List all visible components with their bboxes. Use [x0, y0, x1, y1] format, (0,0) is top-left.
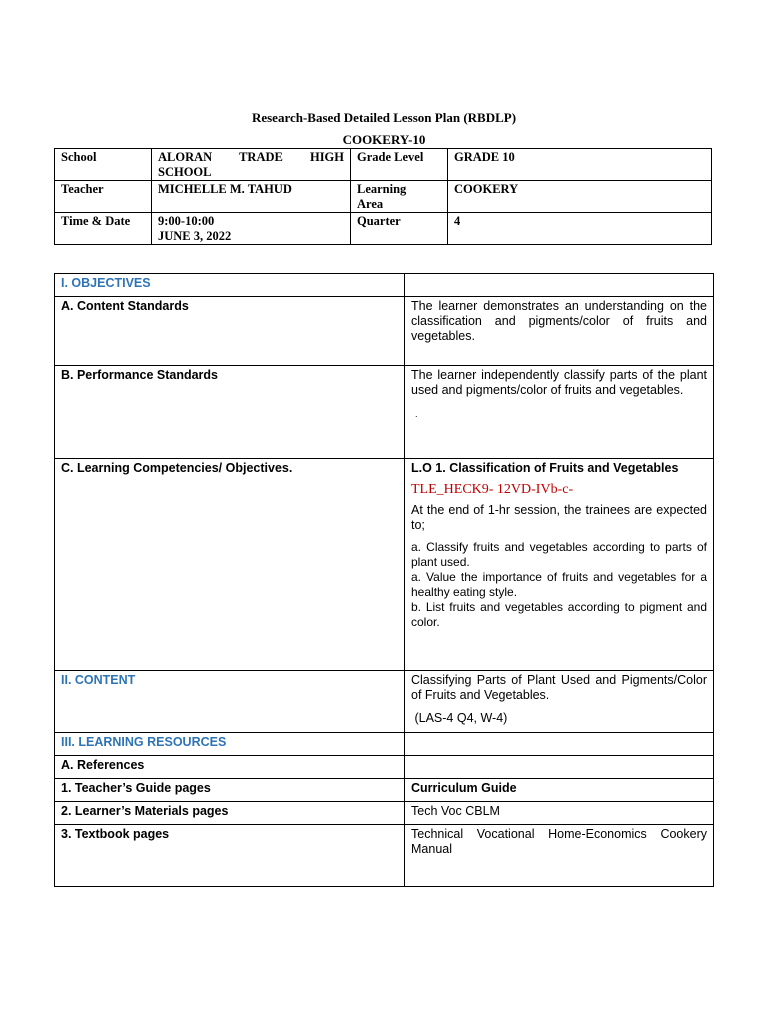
- performance-standards-value: The learner independently classify parts of the plant used and pigments/color of fruits and vegetables.: [411, 368, 707, 397]
- learners-materials-value: Tech Voc CBLM: [405, 802, 714, 825]
- teacher-value: MICHELLE M. TAHUD: [152, 181, 351, 213]
- lo-item-2: a. Value the importance of fruits and vegetables for a healthy eating style.: [411, 570, 707, 599]
- quarter-label: Quarter: [351, 213, 448, 245]
- content-value: Classifying Parts of Plant Used and Pigments/Color of Fruits and Vegetables.: [411, 673, 707, 702]
- teachers-guide-value: Curriculum Guide: [405, 779, 714, 802]
- grade-value: GRADE 10: [448, 149, 712, 181]
- lo-intro: At the end of 1-hr session, the trainees are expected to;: [411, 503, 707, 532]
- learners-materials-label: 2. Learner’s Materials pages: [55, 802, 405, 825]
- content-standards-value: The learner demonstrates an understanding on the classification and pigments/color of fruits and vegetables.: [405, 297, 714, 366]
- content-heading: II. CONTENT: [55, 671, 405, 733]
- time-date-value: [152, 213, 351, 245]
- school-label: School: [55, 149, 152, 181]
- school-value-line-1: ALORAN TRADE HIGH: [158, 150, 344, 164]
- time-label: Time & Date: [55, 213, 152, 245]
- quarter-value: 4: [448, 213, 712, 245]
- performance-standards-cell: [405, 366, 714, 459]
- textbook-label: 3. Textbook pages: [55, 825, 405, 887]
- page-subtitle: COOKERY-10: [342, 132, 426, 147]
- area-label-line-1: Learning: [357, 182, 407, 196]
- lo-title: L.O 1. Classification of Fruits and Vegetables: [411, 461, 679, 475]
- school-value-line-2: SCHOOL: [158, 165, 212, 179]
- references-empty: [405, 756, 714, 779]
- grade-label: Grade Level: [351, 149, 448, 181]
- resources-heading: III. LEARNING RESOURCES: [55, 733, 405, 756]
- time-value: 9:00-10:00: [158, 214, 215, 228]
- competencies-cell: [405, 459, 714, 671]
- school-value: [152, 149, 351, 181]
- objectives-empty: [405, 274, 714, 297]
- objectives-heading: I. OBJECTIVES: [55, 274, 405, 297]
- lo-code: TLE_HECK9- 12VD-IVb-c-: [411, 482, 574, 497]
- resources-empty: [405, 733, 714, 756]
- area-value: COOKERY: [448, 181, 712, 213]
- content-standards-label: A. Content Standards: [55, 297, 405, 366]
- area-label: [351, 181, 448, 213]
- textbook-value: Technical Vocational Home-Economics Cookery Manual: [405, 825, 714, 887]
- lesson-info-table: [54, 148, 712, 245]
- content-ref: (LAS-4 Q4, W-4): [411, 711, 508, 725]
- content-cell: [405, 671, 714, 733]
- lo-item-3: b. List fruits and vegetables according to pigment and color.: [411, 600, 707, 629]
- lo-item-1: a. Classify fruits and vegetables according to parts of plant used.: [411, 540, 707, 569]
- performance-standards-label: B. Performance Standards: [55, 366, 405, 459]
- competencies-label: C. Learning Competencies/ Objectives.: [55, 459, 405, 671]
- references-label: A. References: [55, 756, 405, 779]
- teacher-label: Teacher: [55, 181, 152, 213]
- lesson-plan-table: [54, 273, 714, 887]
- area-label-line-2: Area: [357, 197, 384, 211]
- date-value: JUNE 3, 2022: [158, 229, 232, 243]
- page-title: Research-Based Detailed Lesson Plan (RBDLP): [251, 110, 517, 125]
- teachers-guide-label: 1. Teacher’s Guide pages: [55, 779, 405, 802]
- performance-dot: .: [415, 409, 418, 419]
